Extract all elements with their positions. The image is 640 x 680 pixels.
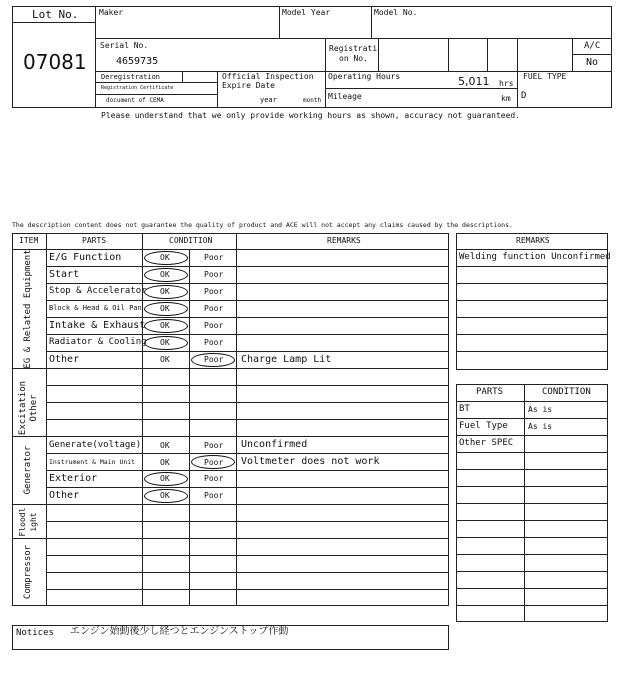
spec-part-bt: BT xyxy=(459,404,470,414)
spec-cond-fuel-type: As is xyxy=(528,422,553,431)
fuel-type-label: FUEL TYPE xyxy=(523,72,567,81)
group-excitation-other xyxy=(18,374,42,442)
part-radiator-cooling: Radiator & Cooling xyxy=(49,337,147,347)
col-condition: CONDITION xyxy=(169,236,213,245)
cema-document-label: document of CEMA xyxy=(106,97,164,104)
remark-unconfirmed: Unconfirmed xyxy=(241,439,308,450)
part-block-head-oil-pan: Block & Head & Oil Pan xyxy=(49,304,142,312)
remark-voltmeter: Voltmeter does not work xyxy=(241,456,380,467)
inspection-label-2: Expire Date xyxy=(222,81,275,90)
ok-label: OK xyxy=(160,441,170,450)
description-disclaimer: The description content does not guarantee the quality of product and ACE will not accept any claims caused by the descriptions. xyxy=(12,221,513,229)
ok-label: OK xyxy=(160,458,170,467)
part-exterior: Exterior xyxy=(49,473,98,484)
ok-label: OK xyxy=(160,270,170,279)
model-no-label: Model No. xyxy=(374,8,418,17)
registration-label-2: on No. xyxy=(339,54,368,63)
spec-col-condition: CONDITION xyxy=(542,387,591,397)
group-compressor: Compressor xyxy=(23,544,33,600)
disclaimer-text: Please understand that we only provide working hours as shown, accuracy not guaranteed. xyxy=(101,111,521,120)
group-eg-related-equipment: EG & Related Equipment xyxy=(23,249,33,369)
inspection-label: Official Inspection xyxy=(222,72,314,81)
poor-label: Poor xyxy=(204,287,224,296)
group-floodlight-label: Floodl ight xyxy=(18,507,38,537)
poor-label: Poor xyxy=(204,491,224,500)
ok-label: OK xyxy=(160,321,170,330)
maker-label: Maker xyxy=(99,8,124,17)
serial-value: 4659735 xyxy=(116,56,159,67)
poor-label: Poor xyxy=(204,321,224,330)
lot-number: 07081 xyxy=(23,50,87,74)
ok-label: OK xyxy=(160,253,170,262)
operating-hours-value: 5,011 xyxy=(458,75,490,88)
year-label: year xyxy=(260,96,277,104)
ok-label: OK xyxy=(160,287,170,296)
remarks-panel-title: REMARKS xyxy=(516,236,550,245)
lot-label: Lot No. xyxy=(32,8,79,21)
col-parts: PARTS xyxy=(82,236,107,245)
operating-hours-label: Operating Hours xyxy=(328,72,401,81)
col-item: ITEM xyxy=(19,236,39,245)
spec-cond-bt: As is xyxy=(528,405,553,414)
hrs-unit: hrs xyxy=(499,79,514,88)
registration-label: Registrati xyxy=(329,44,378,53)
part-generate-voltage: Generate(voltage) xyxy=(49,440,142,450)
poor-label: Poor xyxy=(204,458,224,467)
group-floodlight xyxy=(17,505,41,539)
mileage-label: Mileage xyxy=(328,92,362,101)
notices-label: Notices xyxy=(16,628,54,638)
ok-label: OK xyxy=(160,355,170,364)
poor-label: Poor xyxy=(204,270,224,279)
poor-label: Poor xyxy=(204,441,224,450)
ok-label: OK xyxy=(160,304,170,313)
spec-part-fuel-type: Fuel Type xyxy=(459,421,508,431)
part-eg-function: E/G Function xyxy=(49,252,122,263)
spec-part-other-spec: Other SPEC xyxy=(459,438,514,448)
part-intake-exhaust: Intake & Exhaust xyxy=(49,320,146,331)
model-year-label: Model Year xyxy=(282,8,331,17)
registration-certificate-label: Registration Certificate xyxy=(101,85,174,91)
part-other-eg: Other xyxy=(49,354,80,365)
ok-label: OK xyxy=(160,474,170,483)
col-remarks: REMARKS xyxy=(327,236,361,245)
group-generator: Generator xyxy=(23,445,33,495)
part-other-generator: Other xyxy=(49,490,80,501)
km-unit: km xyxy=(501,94,511,103)
group-excitation-other-label: Excitation Other xyxy=(18,380,39,436)
notices-text: エンジン始動後少し経つとエンジンストップ作動 xyxy=(70,626,289,637)
fuel-type-value: D xyxy=(521,91,527,101)
poor-label: Poor xyxy=(204,253,224,262)
ac-value: No xyxy=(586,57,599,68)
remark-welding: Welding function Unconfirmed xyxy=(459,252,611,262)
deregistration-label: Deregistration xyxy=(101,73,161,81)
remark-charge-lamp: Charge Lamp Lit xyxy=(241,354,332,365)
ok-label: OK xyxy=(160,491,170,500)
part-start: Start xyxy=(49,269,80,280)
poor-label: Poor xyxy=(204,338,224,347)
poor-label: Poor xyxy=(204,304,224,313)
month-label: month xyxy=(303,97,322,104)
spec-col-parts: PARTS xyxy=(476,387,504,397)
part-stop-accelerator: Stop & Accelerator xyxy=(49,286,147,296)
poor-label: Poor xyxy=(204,355,224,364)
ac-label: A/C xyxy=(584,41,601,51)
part-instrument-main-unit: Instrument & Main Unit xyxy=(49,458,136,466)
poor-label: Poor xyxy=(204,474,224,483)
serial-label: Serial No. xyxy=(100,41,149,50)
ok-label: OK xyxy=(160,338,170,347)
